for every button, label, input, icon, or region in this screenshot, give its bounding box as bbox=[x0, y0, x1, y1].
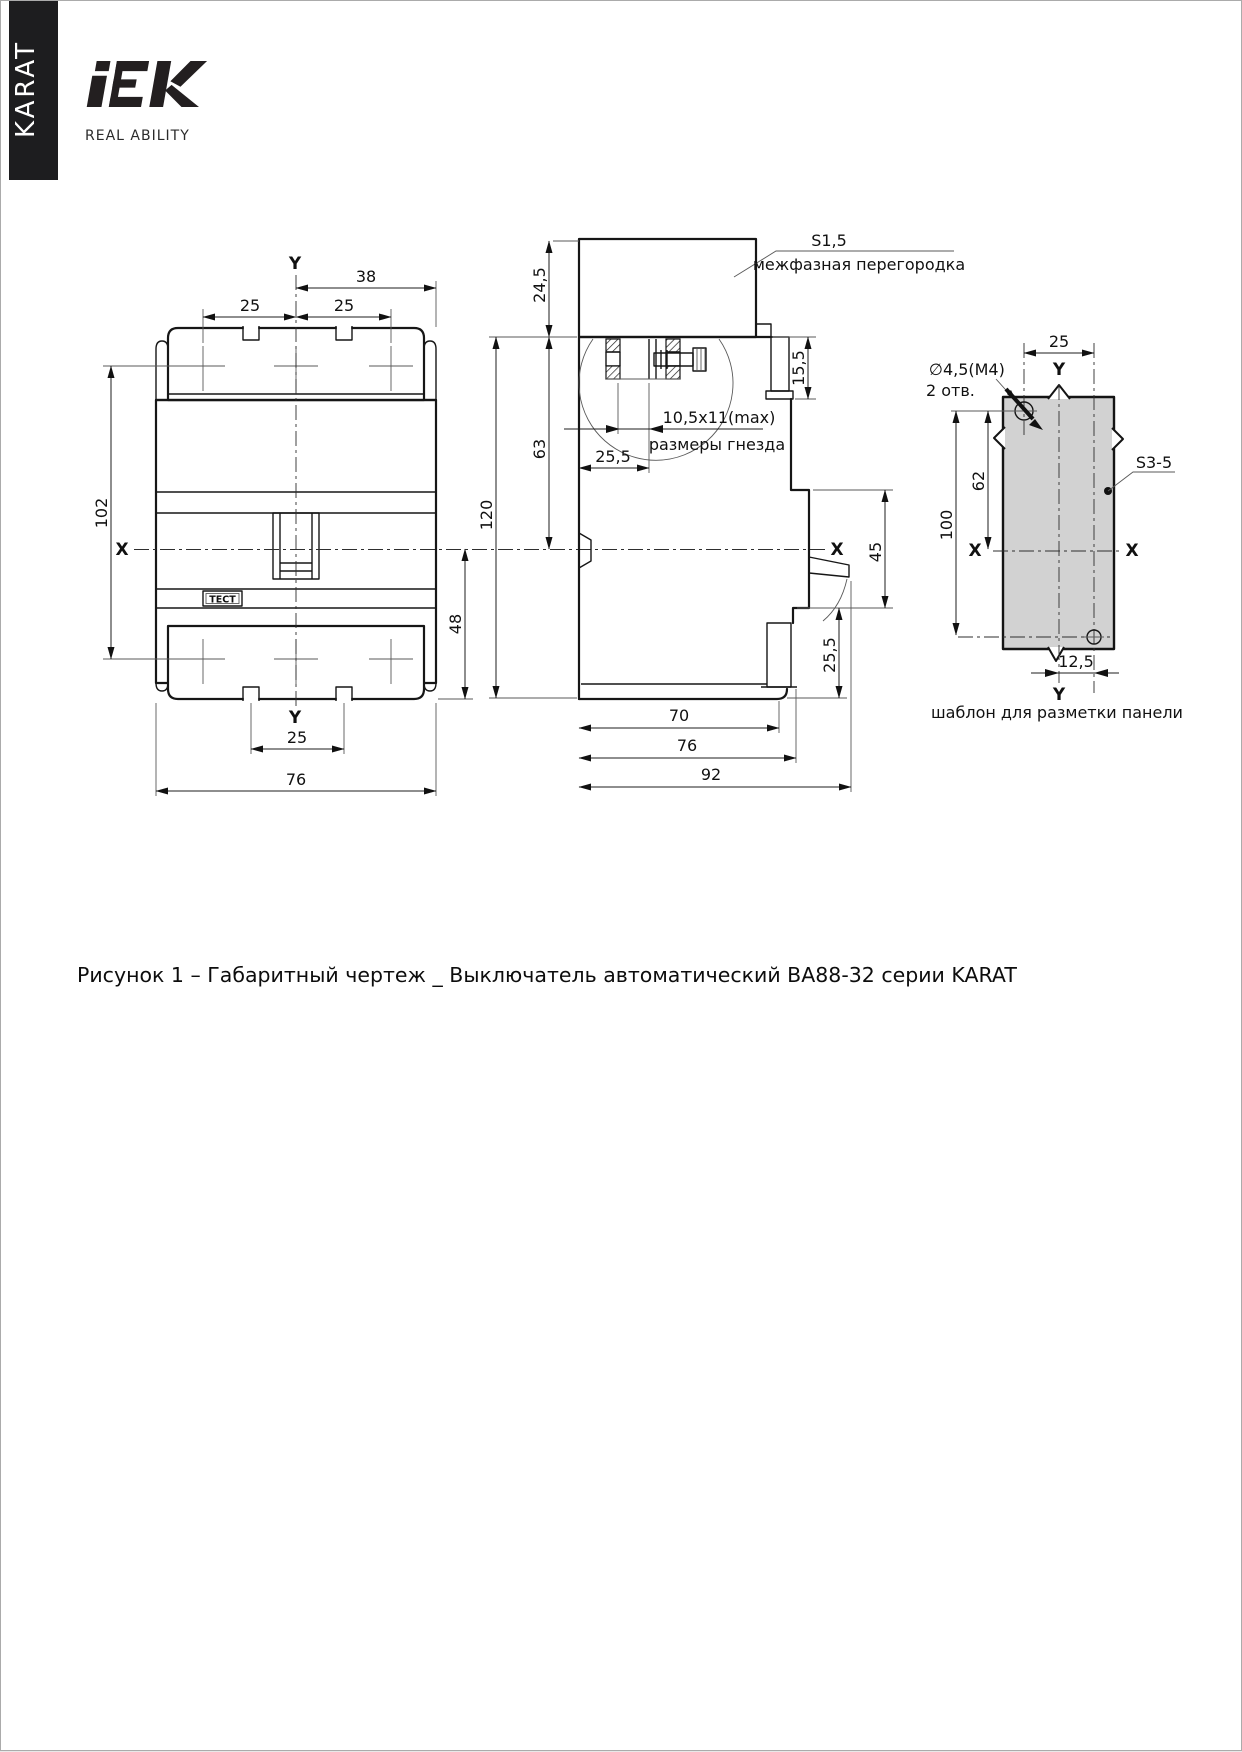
side-axis-x: X bbox=[830, 540, 844, 560]
front-axis-x: X bbox=[115, 540, 129, 560]
dim-38 bbox=[296, 267, 436, 327]
partition-note-label: межфазная перегородка bbox=[752, 255, 966, 274]
dim-24-5 bbox=[530, 241, 579, 337]
panel-axis-x-left: X bbox=[968, 541, 982, 561]
panel-template-view bbox=[926, 332, 1183, 722]
dim-panel-25 bbox=[1024, 332, 1094, 353]
logo-tagline: REAL ABILITY bbox=[85, 128, 190, 144]
svg-text:15,5: 15,5 bbox=[789, 350, 808, 386]
dim-15-5 bbox=[773, 337, 816, 399]
svg-text:70: 70 bbox=[668, 706, 690, 725]
svg-text:62: 62 bbox=[969, 470, 988, 492]
dim-12-5 bbox=[1031, 652, 1119, 677]
svg-text:25,5: 25,5 bbox=[595, 447, 631, 466]
svg-text:76: 76 bbox=[676, 736, 698, 755]
technical-drawing bbox=[1, 1, 1242, 1752]
panel-axis-y-top: Y bbox=[1052, 360, 1066, 380]
front-view bbox=[92, 254, 473, 796]
dim-45 bbox=[797, 490, 893, 608]
svg-text:10,5x11(max): 10,5x11(max) bbox=[662, 408, 776, 427]
side-view bbox=[477, 231, 965, 792]
figure-caption: Рисунок 1 – Габаритный чертеж _ Выключатель автоматический ВА88-32 серии KARAT bbox=[77, 963, 1017, 987]
test-button-label: ТЕСТ bbox=[209, 594, 236, 606]
svg-text:12,5: 12,5 bbox=[1058, 652, 1094, 671]
panel-thickness-label: S3-5 bbox=[1135, 453, 1173, 472]
svg-text:25: 25 bbox=[286, 728, 308, 747]
svg-text:76: 76 bbox=[285, 770, 307, 789]
partition-thickness-label: S1,5 bbox=[811, 231, 847, 250]
hole-note-line1: ∅4,5(M4) bbox=[929, 360, 1005, 379]
dim-25-5-bottom bbox=[787, 608, 847, 698]
svg-text:63: 63 bbox=[530, 438, 549, 460]
svg-text:размеры гнезда: размеры гнезда bbox=[648, 435, 786, 454]
svg-text:25: 25 bbox=[239, 296, 261, 315]
dim-62 bbox=[969, 411, 988, 549]
svg-text:45: 45 bbox=[866, 541, 885, 563]
header bbox=[9, 1, 207, 180]
dim-100 bbox=[937, 411, 956, 635]
panel-plate bbox=[1003, 397, 1114, 649]
terminal-screw bbox=[654, 353, 693, 366]
panel-axis-y-bottom: Y bbox=[1052, 685, 1066, 705]
svg-text:25,5: 25,5 bbox=[820, 637, 839, 673]
front-axis-y-bottom: Y bbox=[288, 708, 302, 728]
panel-axis-x-right: X bbox=[1125, 541, 1139, 561]
svg-text:102: 102 bbox=[92, 497, 111, 529]
svg-text:48: 48 bbox=[446, 613, 465, 635]
dim-92 bbox=[579, 581, 851, 792]
panel-template-caption: шаблон для разметки панели bbox=[931, 703, 1183, 722]
dim-70 bbox=[579, 701, 779, 733]
svg-text:24,5: 24,5 bbox=[530, 267, 549, 303]
partition-note bbox=[734, 231, 965, 277]
svg-text:92: 92 bbox=[700, 765, 722, 784]
series-banner-label: KARAT bbox=[11, 39, 41, 139]
dim-63 bbox=[530, 337, 549, 549]
dim-25-5-top bbox=[579, 447, 649, 468]
svg-text:100: 100 bbox=[937, 509, 956, 541]
interphase-partition bbox=[579, 239, 756, 337]
front-axis-y-top: Y bbox=[288, 254, 302, 274]
svg-text:38: 38 bbox=[355, 267, 377, 286]
svg-text:25: 25 bbox=[333, 296, 355, 315]
toggle-handle bbox=[809, 557, 849, 621]
svg-text:120: 120 bbox=[477, 499, 496, 531]
svg-text:25: 25 bbox=[1048, 332, 1070, 351]
dim-120 bbox=[477, 337, 577, 698]
dim-48 bbox=[438, 549, 473, 699]
hole-note-line2: 2 отв. bbox=[926, 381, 975, 400]
iek-logo bbox=[87, 61, 207, 107]
